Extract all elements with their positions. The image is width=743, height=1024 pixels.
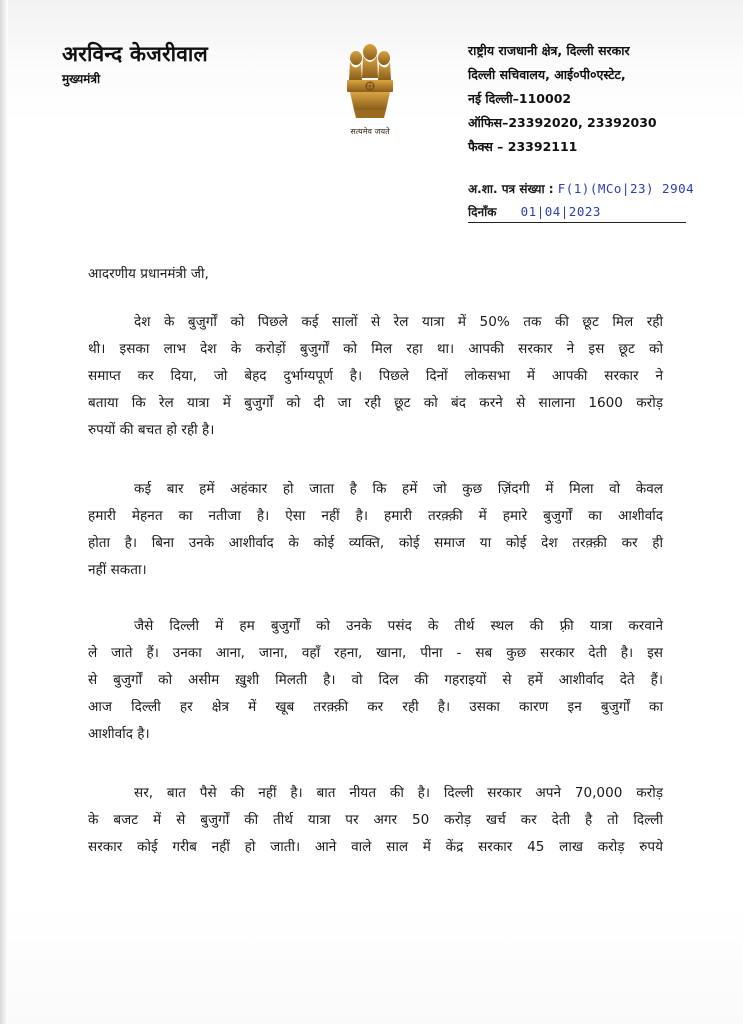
paragraph-line: आज दिल्ली हर क्षेत्र में खूब तरक़्क़ी कर रही है। उसका कारण इन बुजुर्गों का — [88, 699, 663, 715]
paragraph-line: समाप्त कर दिया, जो बेहद दुर्भाग्यपूर्ण है। पिछले दिनों लोकसभा में आपकी सरकार ने — [88, 368, 663, 384]
paragraph-line: देश के बुजुर्गों को पिछले कई सालों से रेल यात्रा में 50% तक की छूट मिल रही — [134, 314, 663, 330]
salutation: आदरणीय प्रधानमंत्री जी, — [88, 266, 209, 282]
date-value: 01|04|2023 — [520, 204, 601, 219]
paragraph-line: सरकार कोई गरीब नहीं हो जाती। आने वाले साल में केंद्र सरकार 45 लाख करोड़ रुपये — [88, 839, 663, 855]
paragraph — [88, 613, 663, 748]
paragraph-line: नहीं सकता। — [88, 562, 147, 578]
paragraph-line: थी। इसका लाभ देश के करोड़ों बुजुर्गों को मिल रहा था। आपकी सरकार ने इस छूट को — [88, 341, 663, 357]
page-shadow-edge — [0, 0, 8, 1024]
paragraph-line: आशीर्वाद है। — [88, 726, 150, 742]
address-line: दिल्ली सचिवालय, आई०पी०एस्टेट, — [468, 67, 626, 82]
paragraph-line: होता है। बिना उनके आशीर्वाद के कोई व्यक्ति, कोई समाज या कोई देश तरक़्क़ी कर ही — [88, 535, 663, 551]
address-line: नई दिल्ली–110002 — [468, 91, 572, 106]
date-label: दिनाँक — [468, 205, 497, 219]
paragraph-line: कई बार हमें अहंकार हो जाता है कि हमें जो कुछ ज़िंदगी में मिला वो केवल — [134, 481, 663, 497]
lion-capital-icon — [344, 38, 396, 126]
emblem-motto: सत्यमेव जयते — [350, 127, 390, 136]
letter-date — [468, 203, 601, 220]
reference-label: अ.शा. पत्र संख्या : — [468, 182, 554, 196]
paragraph-line: से बुजुर्गों को असीम ख़ुशी मिलती है। वो दिल की गहराइयों से हमें आशीर्वाद देते हैं। — [88, 672, 663, 688]
paragraph-line: हमारी मेहनत का नतीजा है। ऐसा नहीं है। हमारी तरक़्क़ी में हमारे बुजुर्गों का आशीर्वाद — [88, 508, 663, 524]
address-line: राष्ट्रीय राजधानी क्षेत्र, दिल्ली सरकार — [468, 43, 630, 58]
paragraph-line: बताया कि रेल यात्रा में बुजुर्गों को दी जा रही छूट को बंद करने से सालाना 1600 करोड़ — [88, 395, 663, 411]
paragraph-line: के बजट में से बुजुर्गों की तीर्थ यात्रा पर अगर 50 करोड़ खर्च कर देती है तो दिल्ली — [88, 812, 663, 828]
sender-name: अरविन्द केजरीवाल — [62, 42, 208, 66]
paragraph — [88, 780, 663, 861]
sender-title: मुख्यमंत्री — [62, 72, 101, 86]
paragraph — [88, 309, 663, 444]
reference-value: F(1)(MCo|23) 2904 — [557, 181, 695, 196]
paragraph-line: सर, बात पैसे की नहीं है। बात नीयत की है। दिल्ली सरकार अपने 70,000 करोड़ — [134, 785, 663, 801]
paragraph — [88, 476, 663, 584]
reference-divider — [468, 222, 686, 223]
reference-number — [468, 180, 694, 197]
paragraph-line: जैसे दिल्ली में हम बुजुर्गों को उनके पसंद के तीर्थ स्थल की फ़्री यात्रा करवाने — [134, 618, 663, 634]
paragraph-line: ले जाते हैं। उनका आना, जाना, वहाँ रहना, खाना, पीना - सब कुछ सरकार देती है। इस — [88, 645, 663, 661]
paragraph-line: रुपयों की बचत हो रही है। — [88, 422, 215, 438]
fax-line: फैक्स – 23392111 — [468, 139, 578, 154]
phone-line: ऑफिस–23392020, 23392030 — [468, 115, 657, 130]
national-emblem — [338, 38, 402, 138]
